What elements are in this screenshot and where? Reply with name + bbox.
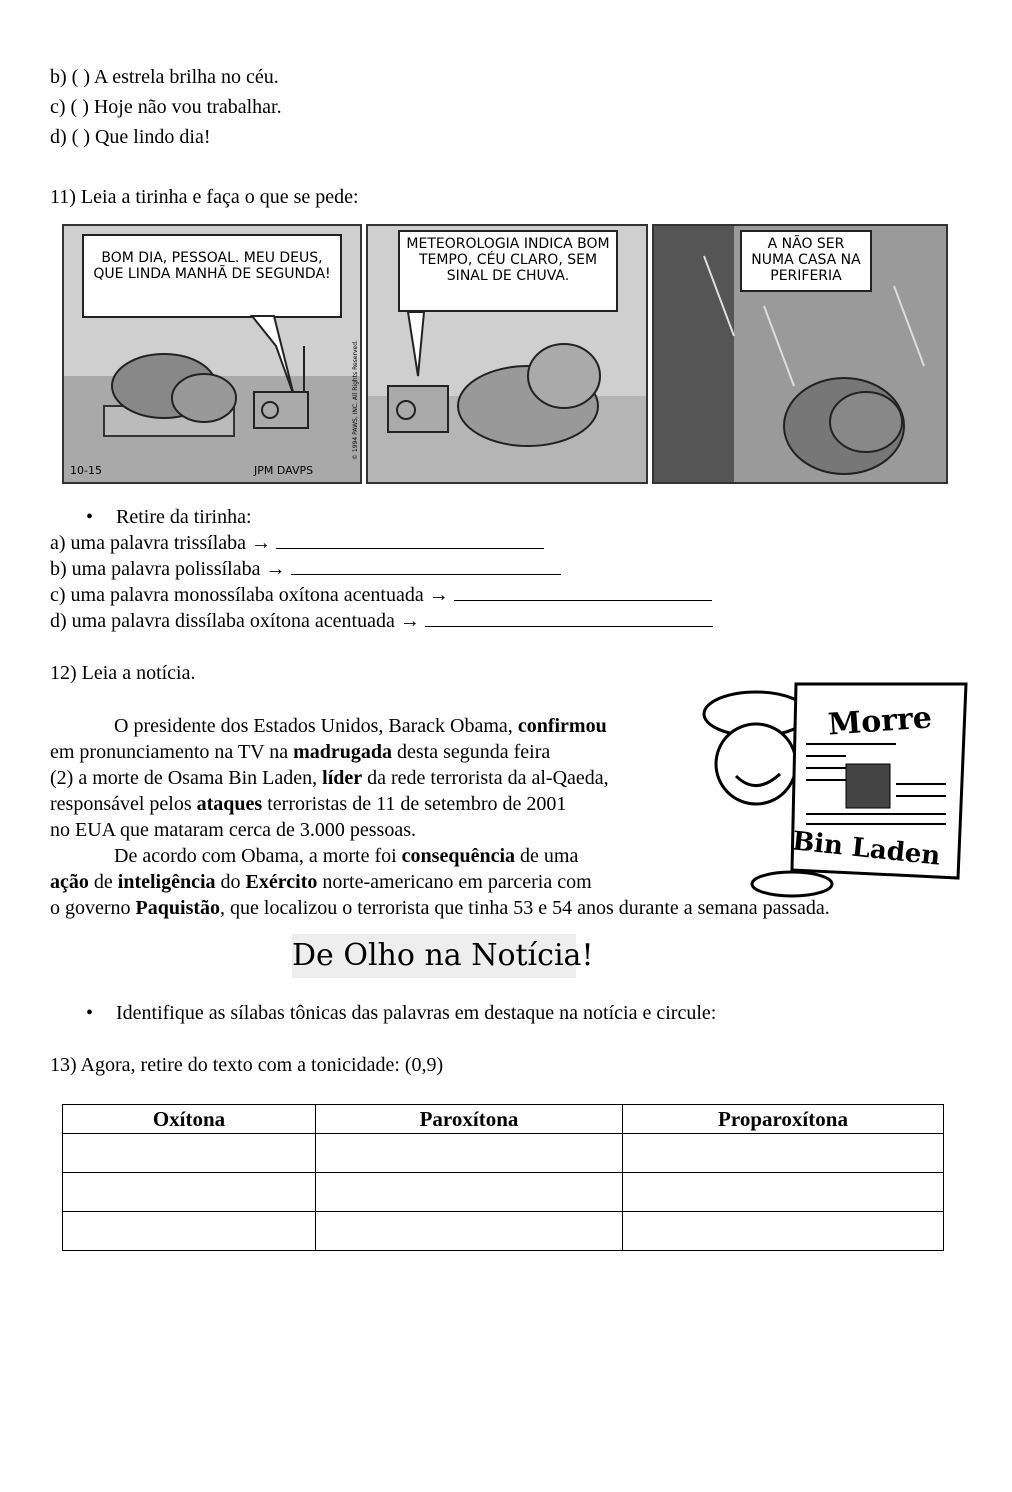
question-11-item-d: d) uma palavra dissílaba oxítona acentuada → (50, 608, 713, 634)
speech-bubble-3: A NÃO SER NUMA CASA NA PERIFERIA (740, 230, 872, 292)
comic-panel-2 (366, 224, 648, 484)
question-11-bullet: • Retire da tirinha: (116, 504, 252, 530)
comic-panel-3 (652, 224, 948, 484)
table-row (63, 1134, 944, 1173)
question-11-title: 11) Leia a tirinha e faça o que se pede: (50, 186, 359, 208)
header-oxitona: Oxítona (63, 1105, 316, 1134)
option-d: d) ( ) Que lindo dia! (50, 126, 211, 148)
garfield-bed-illustration (64, 226, 360, 482)
comic-date: 10-15 (70, 464, 102, 477)
question-12-title: 12) Leia a notícia. (50, 662, 196, 684)
table-row (63, 1173, 944, 1212)
comic-panel-1 (62, 224, 362, 484)
tonicity-table (62, 1104, 944, 1251)
question-11-item-a: a) uma palavra trissílaba → (50, 530, 544, 556)
newspaper-boy-illustration (696, 664, 988, 904)
header-proparoxitona: Proparoxítona (623, 1105, 944, 1134)
speech-bubble-2: METEOROLOGIA INDICA BOM TEMPO, CÉU CLARO, SEM SINAL DE CHUVA. (398, 230, 618, 312)
question-11-item-c: c) uma palavra monossílaba oxítona acentuada → (50, 582, 712, 608)
question-13-title: 13) Agora, retire do texto com a tonicidade: (0,9) (50, 1054, 444, 1076)
newspaper-headline-bottom: Bin Laden (790, 826, 942, 872)
option-c: c) ( ) Hoje não vou trabalhar. (50, 96, 282, 118)
header-paroxitona: Paroxítona (316, 1105, 623, 1134)
garfield-rain-illustration (654, 226, 946, 482)
option-b: b) ( ) A estrela brilha no céu. (50, 66, 279, 88)
news-banner: De Olho na Notícia! (292, 934, 576, 978)
news-text: O presidente dos Estados Unidos, Barack Obama, confirmou em pronunciamento na TV na madrugada desta segunda feira (2) a morte de Osama Bin Laden, líder da rede terrorista da al-Qaeda, responsável pelos ataques terroristas de 11 de setembro de 2001 no EUA que mataram cerca de 3.000 pessoas. De acordo com Obama, a morte foi consequência de uma ação de inteligência do Exército norte-americano em parceria com o governo Paquistão, que localizou o terrorista que tinha 53 e 54 anos durante a semana passada. (50, 715, 830, 919)
speech-bubble-1: BOM DIA, PESSOAL. MEU DEUS, QUE LINDA MANHÃ DE SEGUNDA! (82, 234, 342, 318)
question-12-bullet: • Identifique as sílabas tônicas das palavras em destaque na notícia e circule: (116, 1000, 716, 1026)
question-11-item-b: b) uma palavra polissílaba → (50, 556, 561, 582)
newspaper-headline-top: Morre (826, 700, 934, 743)
garfield-walking-illustration (368, 226, 646, 482)
table-row (63, 1212, 944, 1251)
comic-signature: JPM DAVPS (254, 464, 314, 477)
comic-copyright: © 1994 PAWS, INC. All Rights Reserved. (352, 340, 359, 460)
